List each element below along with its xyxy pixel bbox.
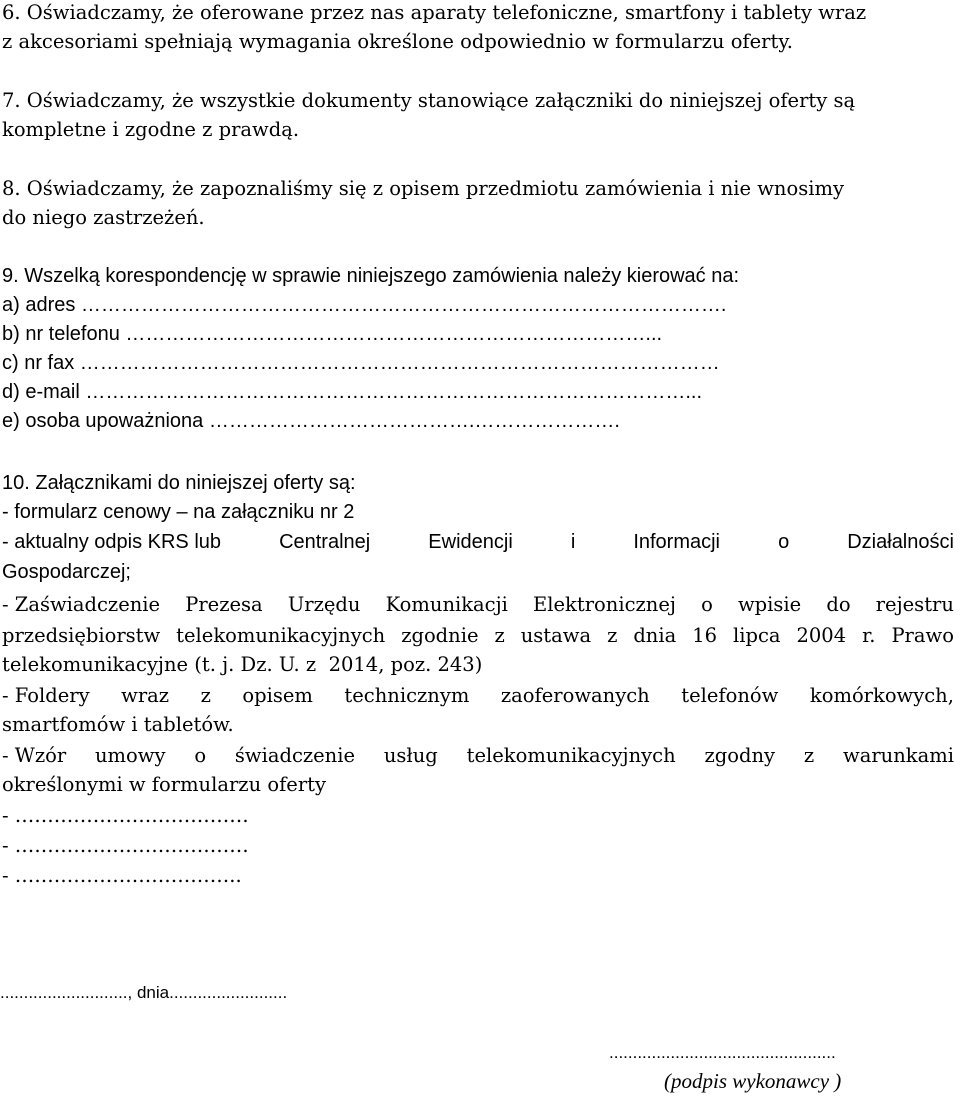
attachment-contract-line-1 bbox=[2, 741, 954, 770]
word: o bbox=[778, 531, 790, 553]
attachment-uke-line-3: telekomunikacyjne (t. j. Dz. U. z 2014, poz. 243) bbox=[2, 653, 483, 676]
word: umowy bbox=[95, 744, 166, 767]
contact-phone: b) nr telefonu ……………………………………………………………………... bbox=[2, 323, 663, 345]
word: o bbox=[194, 744, 207, 767]
word: - Wzór bbox=[2, 744, 67, 767]
word: warunkami bbox=[843, 744, 954, 767]
attachment-folders-line-2: smartfomów i tabletów. bbox=[2, 713, 234, 736]
attachment-krs-line-2: Gospodarczej; bbox=[2, 561, 131, 583]
section-7-line-2: kompletne i zgodne z prawdą. bbox=[2, 118, 300, 141]
attachment-contract-line-2: określonymi w formularzu oferty bbox=[2, 773, 327, 796]
word: telefonów bbox=[681, 684, 779, 707]
word: wpisie bbox=[737, 593, 802, 616]
place-date-line: ..........................., dnia......................... bbox=[0, 983, 288, 1002]
word: z bbox=[200, 684, 211, 707]
word: o bbox=[701, 593, 713, 616]
word: do bbox=[826, 593, 851, 616]
section-8-line-2: do niego zastrzeżeń. bbox=[2, 206, 205, 229]
word: - Zaświadczenie bbox=[2, 593, 161, 616]
word: telekomunikacyjnych bbox=[176, 624, 386, 647]
word: Urzędu bbox=[287, 593, 361, 616]
word: z bbox=[803, 744, 815, 767]
section-10-heading: 10. Załącznikami do niniejszej oferty są: bbox=[2, 472, 356, 494]
attachment-uke-line-2 bbox=[2, 621, 954, 650]
word: świadczenie bbox=[234, 744, 356, 767]
section-6-line-2: z akcesoriami spełniają wymagania określone odpowiednio w formularzu oferty. bbox=[2, 30, 793, 53]
word: opisem bbox=[242, 684, 313, 707]
word: zgodny bbox=[704, 744, 776, 767]
word: lipca bbox=[732, 624, 781, 647]
word: Informacji bbox=[633, 531, 721, 553]
word: 2004 bbox=[796, 624, 847, 647]
word: 16 bbox=[692, 624, 718, 647]
signature-label: (podpis wykonawcy ) bbox=[664, 1069, 842, 1093]
blank-attachment-1: - ……………………………… bbox=[2, 804, 249, 827]
word: komórkowych, bbox=[809, 684, 954, 707]
contact-email: d) e-mail ………………………………………………………………………………... bbox=[2, 381, 703, 403]
contact-address: a) adres ……………………………………………………………………………………. bbox=[2, 294, 727, 316]
word: zgodnie bbox=[401, 624, 479, 647]
attachment-uke-line-1 bbox=[2, 590, 954, 619]
word: - aktualny odpis KRS lub bbox=[2, 531, 222, 553]
word: Prezesa bbox=[185, 593, 263, 616]
signature-dots: ................................................ bbox=[609, 1043, 836, 1062]
word: - Foldery bbox=[2, 684, 90, 707]
word: rejestru bbox=[875, 593, 954, 616]
word: Ewidencji bbox=[428, 531, 513, 553]
contact-fax: c) nr fax …………………………………………………………………………………… bbox=[2, 352, 720, 374]
word: Komunikacji bbox=[385, 593, 508, 616]
word: przedsiębiorstw bbox=[2, 624, 161, 647]
word: technicznym bbox=[344, 684, 470, 707]
word: Działalności bbox=[847, 531, 954, 553]
section-6-line-1: 6. Oświadczamy, że oferowane przez nas aparaty telefoniczne, smartfony i tablety wraz bbox=[2, 1, 867, 24]
word: usług bbox=[383, 744, 438, 767]
attachment-krs-line-1 bbox=[2, 528, 954, 557]
attachment-folders-line-1 bbox=[2, 681, 954, 710]
attachment-price-form: - formularz cenowy – na załączniku nr 2 bbox=[2, 501, 355, 523]
word: dnia bbox=[633, 624, 677, 647]
section-9-heading: 9. Wszelką korespondencję w sprawie niniejszego zamówienia należy kierować na: bbox=[2, 265, 740, 287]
word: wraz bbox=[121, 684, 170, 707]
section-8-line-1: 8. Oświadczamy, że zapoznaliśmy się z opisem przedmiotu zamówienia i nie wnosimy bbox=[2, 177, 844, 200]
word: i bbox=[570, 531, 576, 553]
blank-attachment-3: - …………………………….. bbox=[2, 864, 242, 887]
word: Centralnej bbox=[279, 531, 371, 553]
word: z bbox=[607, 624, 618, 647]
word: telekomunikacyjnych bbox=[466, 744, 676, 767]
blank-attachment-2: - ……………………………… bbox=[2, 834, 249, 857]
word: zaoferowanych bbox=[500, 684, 650, 707]
word: Prawo bbox=[891, 624, 954, 647]
word: Elektronicznej bbox=[533, 593, 676, 616]
contact-person: e) osoba upoważniona ………………………………….…………………. bbox=[2, 410, 620, 432]
word: ustawa bbox=[520, 624, 592, 647]
section-7-line-1: 7. Oświadczamy, że wszystkie dokumenty stanowiące załączniki do niniejszej oferty są bbox=[2, 89, 856, 112]
word: r. bbox=[862, 624, 876, 647]
word: z bbox=[494, 624, 505, 647]
